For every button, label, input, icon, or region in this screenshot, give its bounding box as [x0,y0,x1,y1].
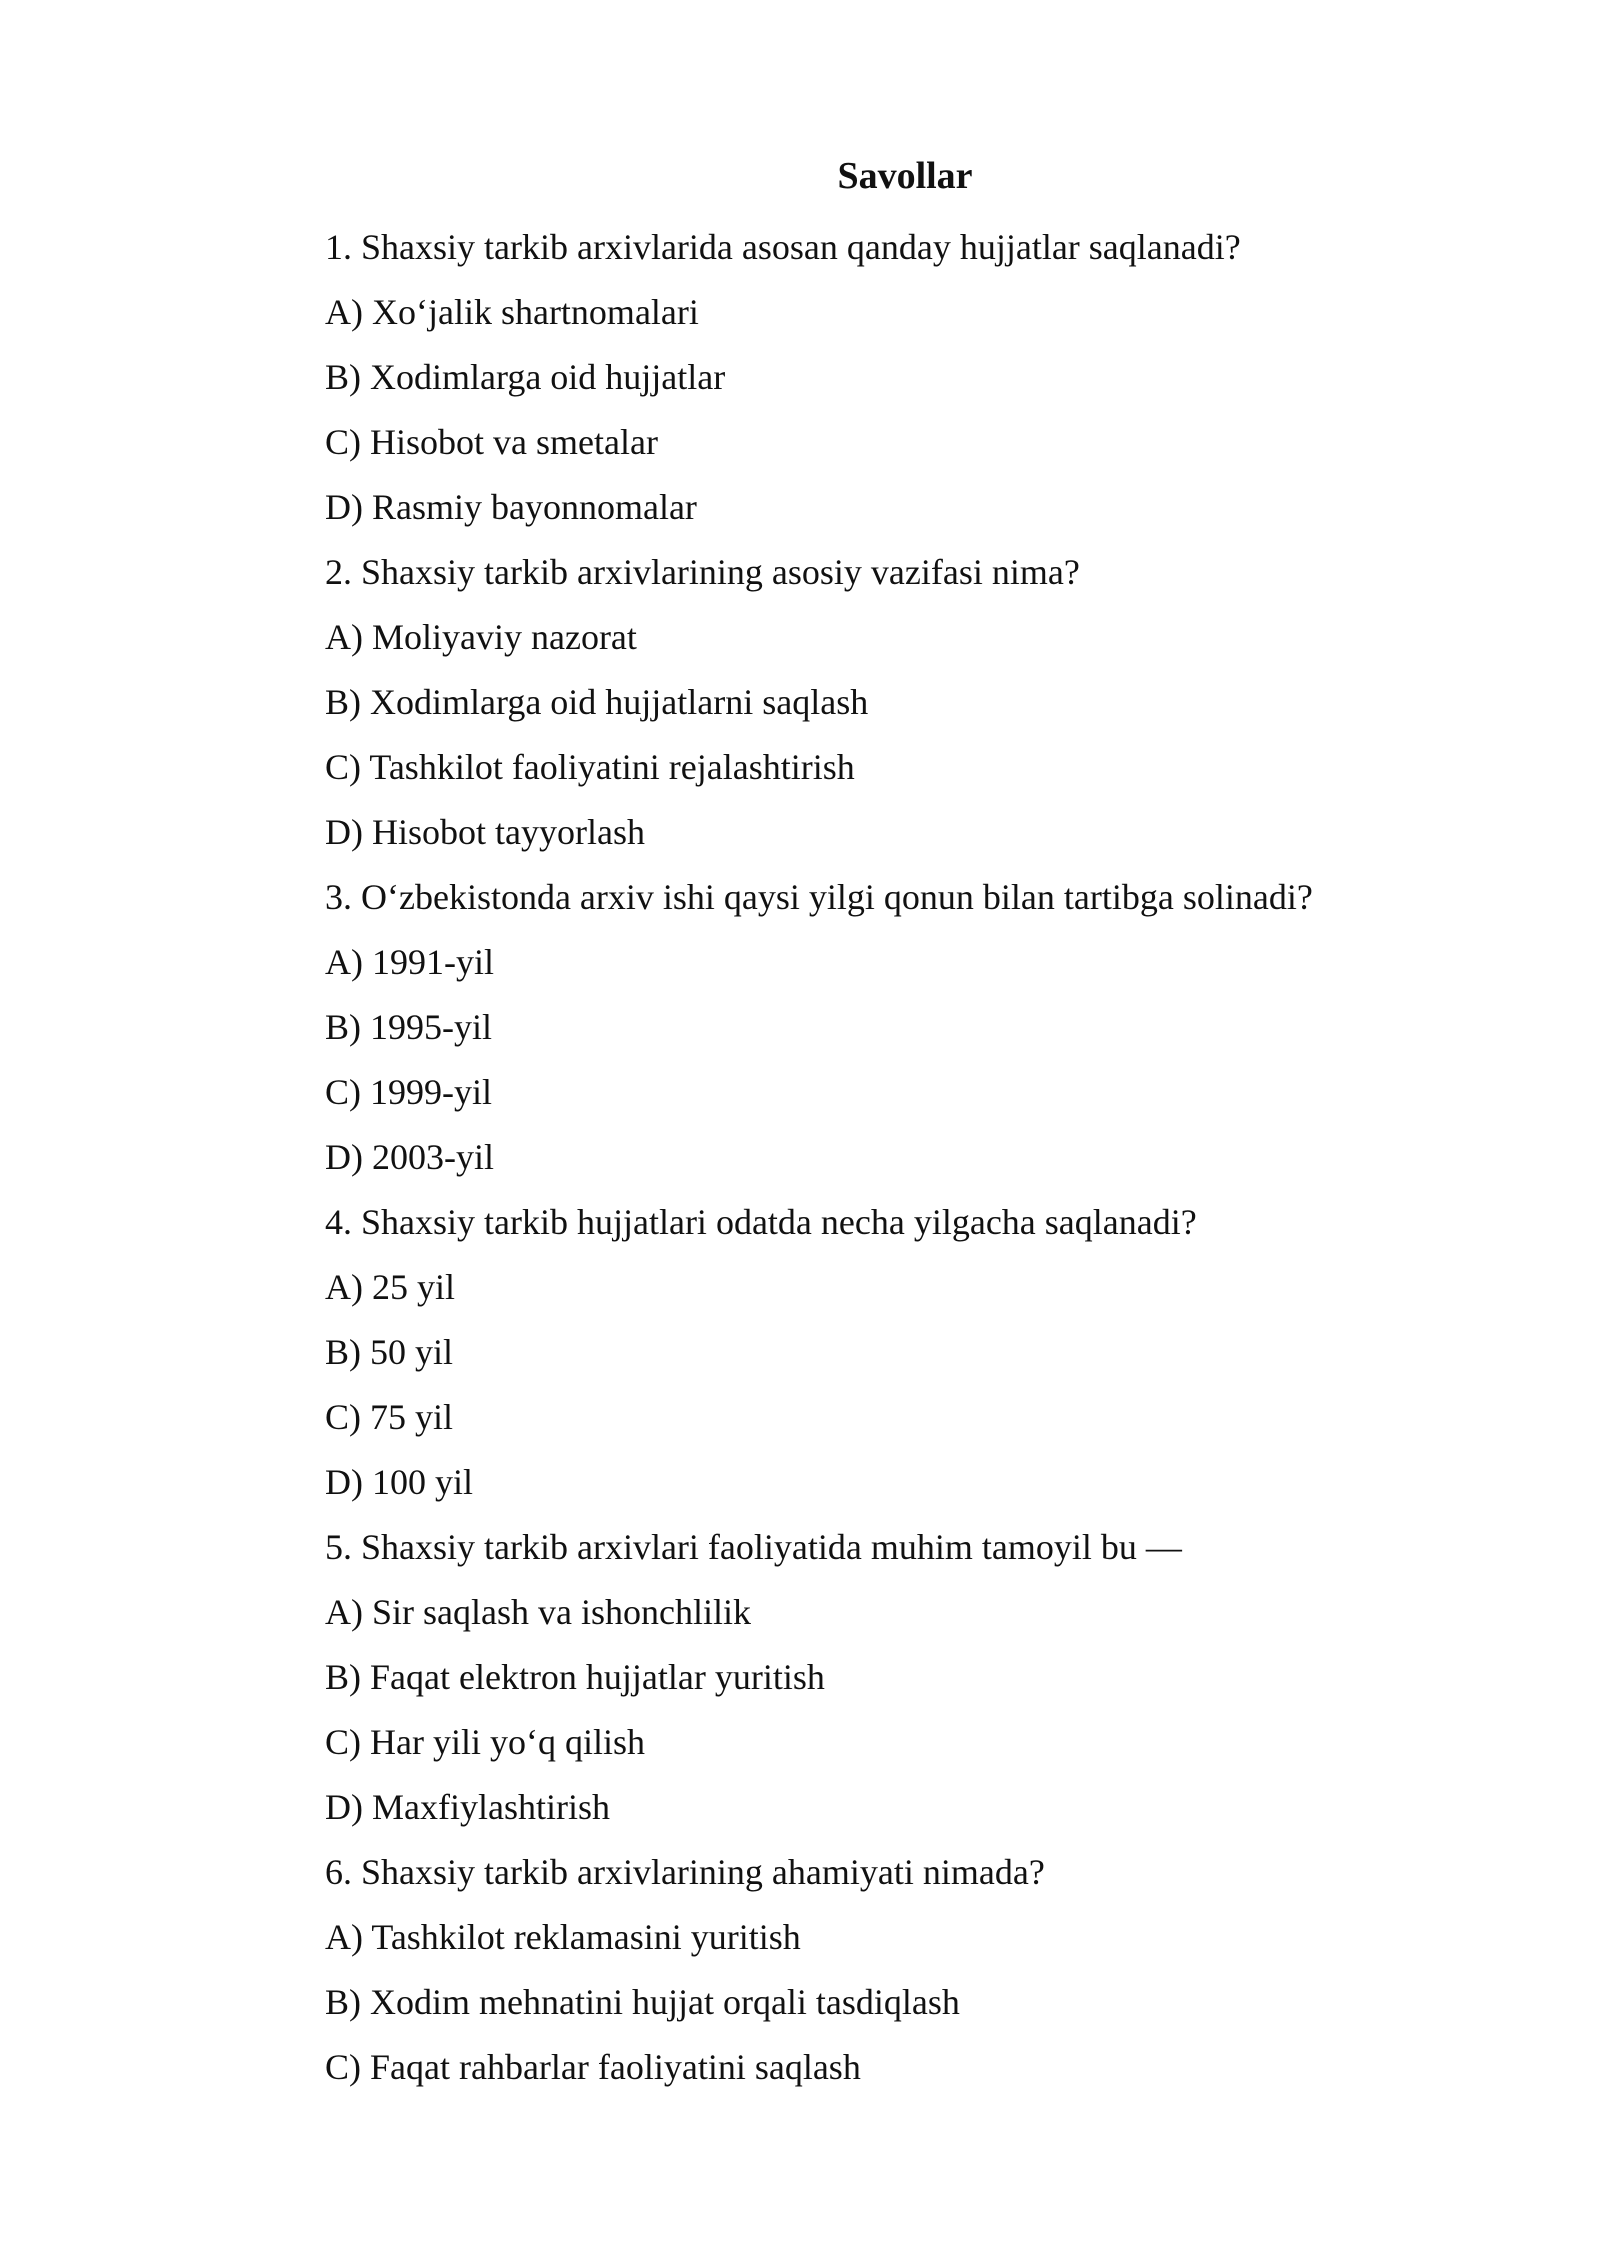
question-1-option-d: D) Rasmiy bayonnomalar [325,487,697,527]
question-5-option-b: B) Faqat elektron hujjatlar yuritish [325,1657,825,1697]
page-title: Savollar [837,155,973,197]
question-2-option-a: A) Moliyaviy nazorat [325,617,637,657]
question-3-option-d: D) 2003-yil [325,1137,494,1177]
question-6-option-a: A) Tashkilot reklamasini yuritish [325,1917,801,1957]
question-3: 3. O‘zbekistonda arxiv ishi qaysi yilgi qonun bilan tartibga solinadi? [325,877,1313,917]
question-5-option-a: A) Sir saqlash va ishonchlilik [325,1592,751,1632]
question-4-option-b: B) 50 yil [325,1332,454,1372]
question-3-option-b: B) 1995-yil [325,1007,492,1047]
question-4-option-d: D) 100 yil [325,1462,473,1502]
question-6: 6. Shaxsiy tarkib arxivlarining ahamiyati nimada? [325,1852,1045,1892]
question-3-option-c: C) 1999-yil [325,1072,492,1112]
question-5: 5. Shaxsiy tarkib arxivlari faoliyatida muhim tamoyil bu — [325,1527,1182,1567]
question-2: 2. Shaxsiy tarkib arxivlarining asosiy vazifasi nima? [325,552,1080,592]
question-2-option-d: D) Hisobot tayyorlash [325,812,645,852]
question-1-option-b: B) Xodimlarga oid hujjatlar [325,357,726,397]
question-6-option-b: B) Xodim mehnatini hujjat orqali tasdiqlash [325,1982,960,2022]
question-2-option-c: C) Tashkilot faoliyatini rejalashtirish [325,747,855,787]
question-4: 4. Shaxsiy tarkib hujjatlari odatda necha yilgacha saqlanadi? [325,1202,1197,1242]
question-6-option-c: C) Faqat rahbarlar faoliyatini saqlash [325,2047,861,2087]
question-5-option-d: D) Maxfiylashtirish [325,1787,610,1827]
question-4-option-a: A) 25 yil [325,1267,455,1307]
question-list [325,215,1525,2100]
question-4-option-c: C) 75 yil [325,1397,454,1437]
question-1-option-c: C) Hisobot va smetalar [325,422,658,462]
question-3-option-a: A) 1991-yil [325,942,494,982]
question-5-option-c: C) Har yili yo‘q qilish [325,1722,645,1762]
question-1: 1. Shaxsiy tarkib arxivlarida asosan qanday hujjatlar saqlanadi? [325,227,1241,267]
question-2-option-b: B) Xodimlarga oid hujjatlarni saqlash [325,682,869,722]
question-1-option-a: A) Xo‘jalik shartnomalari [325,292,699,332]
